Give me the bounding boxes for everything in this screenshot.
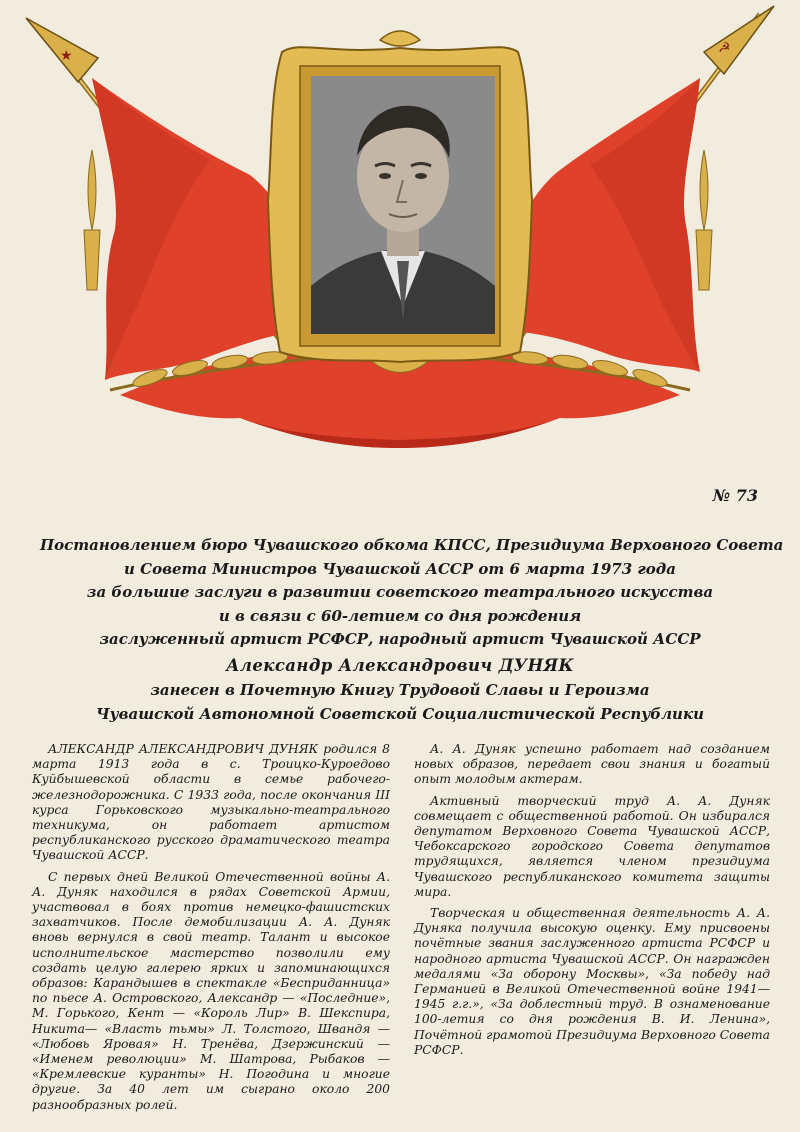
decree-line: заслуженный артист РСФСР, народный артист Чувашской АССР: [99, 630, 701, 648]
decree-line: и Совета Министров Чувашской АССР от 6 марта 1973 года: [124, 559, 676, 578]
svg-text:☭: ☭: [718, 40, 731, 56]
biography-paragraph: АЛЕКСАНДР АЛЕКСАНДРОВИЧ ДУНЯК родился 8 марта 1913 года в с. Троицко-Куроедово Куйбышевской области в семье рабочего-железнодорожника. С 1933 года, после окончания III курса Горьковского музыкально-театрального техникума, он работает артистом республиканского русского драматического театра Чувашской АССР.: [32, 742, 390, 863]
biography-paragraph: Творческая и общественная деятельность А. А. Дуняка получила высокую оценку. Ему присвоены почётные звания заслуженного артиста РСФСР и народного артиста Чувашской АССР. Он награжден медалями «За оборону Москвы», «За победу над Германией в Великой Отечественной войне 1941—1945 г.г.», «За доблестный труд. В ознаменование 100-летия со дня рождения В. И. Ленина», Почётной грамотой Президиума Верховного Совета РСФСР.: [414, 906, 770, 1057]
portrait-photo: [311, 76, 495, 334]
award-line: Чувашской Автономной Советской Социалистической Республики: [95, 704, 705, 723]
decree-line: и в связи с 60-летием со дня рождения: [218, 606, 582, 625]
certificate-number: № 73: [712, 486, 758, 505]
right-tassels: [696, 150, 712, 290]
biography-paragraph: Активный творческий труд А. А. Дуняк совмещает с общественной работой. Он избирался депутатом Верховного Совета Чувашской АССР, Чебоксарского городского Совета депутатов трудящихся, является членом президиума Чувашского республиканского комитета защиты мира.: [414, 793, 770, 899]
decree-line: за большие заслуги в развитии советского театрального искусства: [86, 583, 714, 601]
decree-text: [40, 534, 784, 726]
biography-left-column: [32, 742, 390, 1119]
biography-right-column: [414, 742, 770, 1064]
decree-line: Постановлением бюро Чувашского обкома КПСС, Президиума Верховного Совета: [40, 536, 784, 554]
portrait-figure: [311, 76, 495, 334]
left-tassels: [84, 150, 100, 290]
honoree-name: Александр Александрович ДУНЯК: [226, 655, 574, 675]
svg-text:★: ★: [60, 48, 73, 64]
biography-paragraph: А. А. Дуняк успешно работает над созданием новых образов, передает свои знания и богатый опыт молодым актерам.: [414, 742, 770, 787]
award-line: занесен в Почетную Книгу Трудовой Славы и Героизма: [150, 681, 650, 699]
biography-paragraph: С первых дней Великой Отечественной войны А. А. Дуняк находился в рядах Советской Армии, участвовал в боях против немецко-фашистских захватчиков. После демобилизации А. А. Дуняк вновь вернулся в свой театр. Талант и высокое исполнительское мастерство позволили ему создать целую галерею ярких и запоминающихся образов: Карандышев в спектакле «Бесприданница» по пьесе А. Островского, Александр — «Последние», М. Горького, Кент — «Король Лир» В. Шекспира, Никита— «Власть тьмы» Л. Толстого, Швандя — «Любовь Яровая» Н. Тренёва, Дзержинский — «Именем революции» М. Шатрова, Рыбаков — «Кремлевские куранты» Н. Погодина и многие другие. За 40 лет им сыграно около 200 разнообразных ролей.: [32, 869, 390, 1112]
